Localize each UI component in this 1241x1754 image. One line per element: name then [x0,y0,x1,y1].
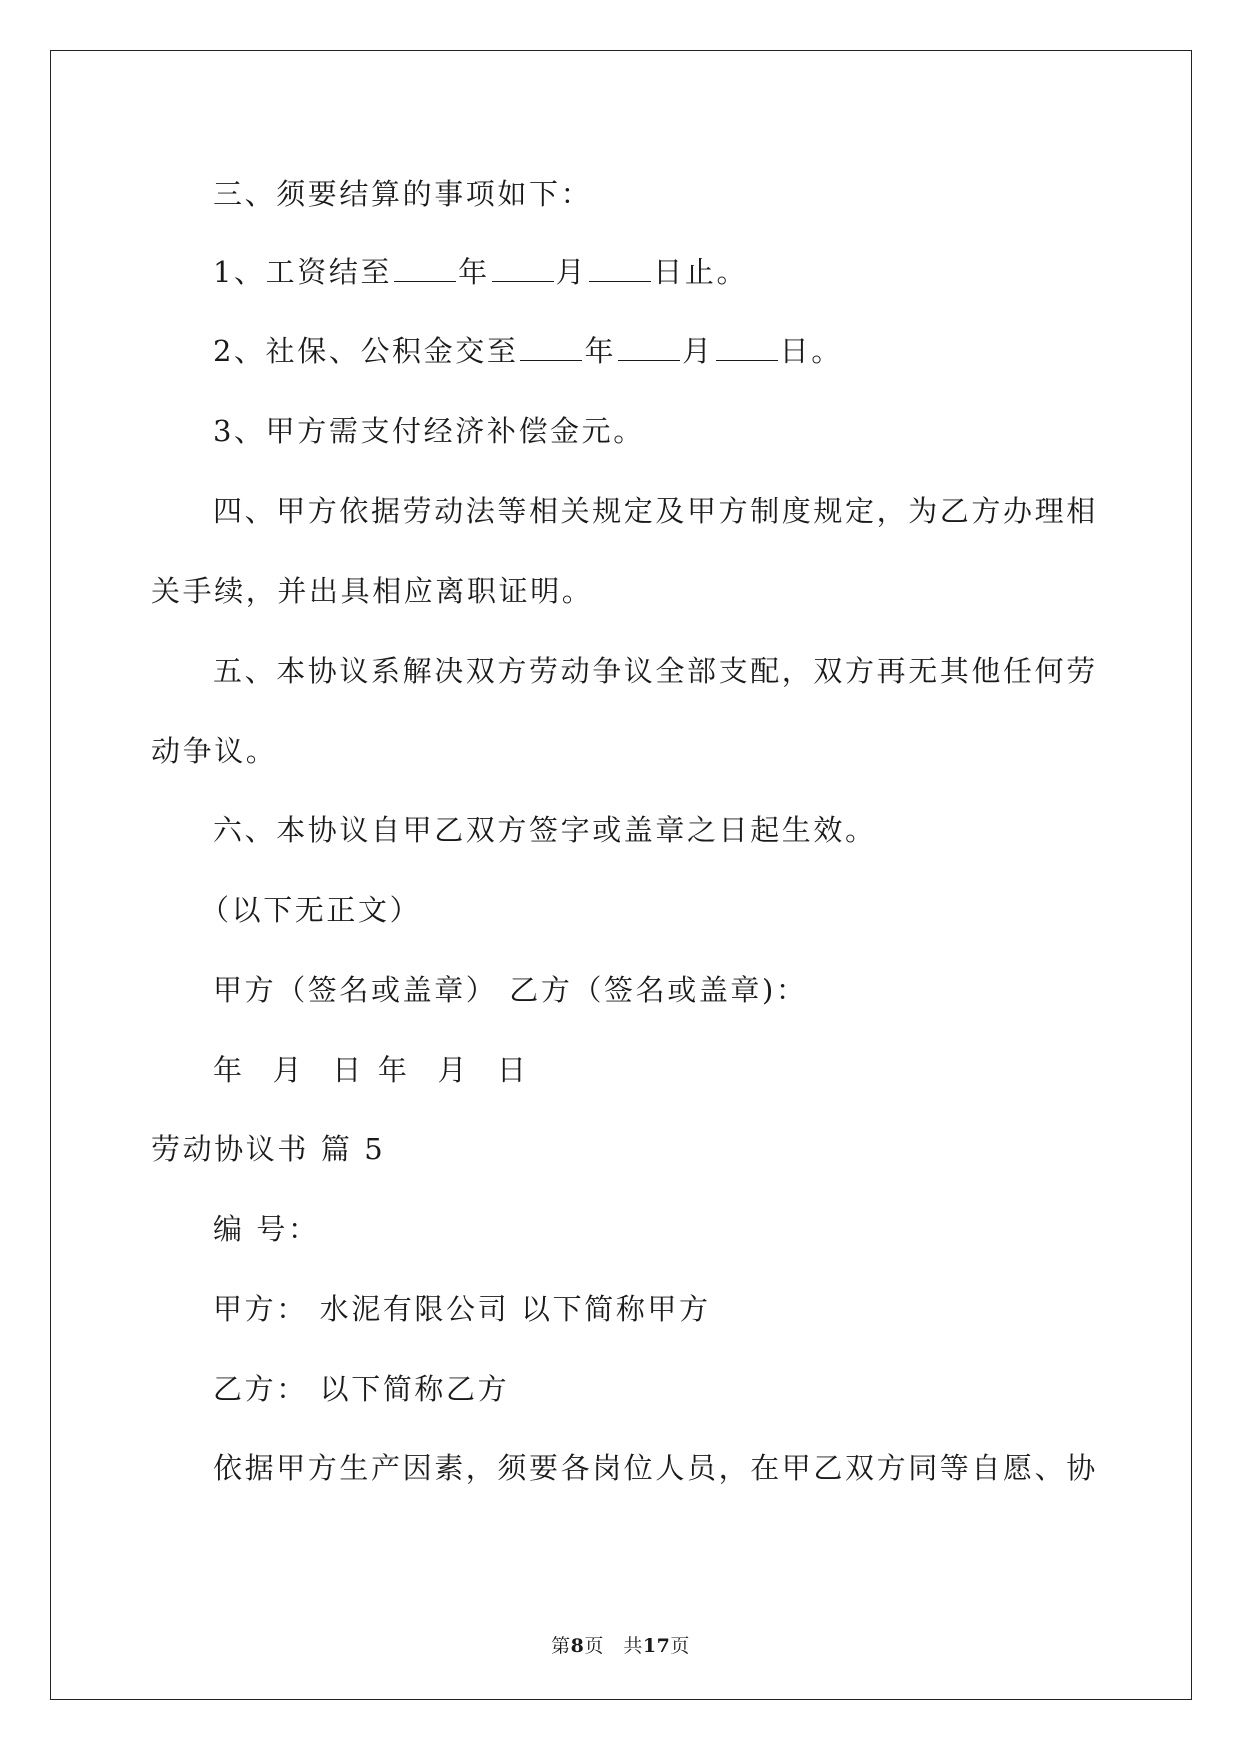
year-blank [520,334,582,361]
year-label: 年 [213,1053,245,1087]
year-label: 年 [584,334,617,368]
year-blank [394,255,456,282]
page-footer [0,1631,1241,1658]
month-label: 月 [272,1053,305,1087]
clause-5-line-1: 五、本协议系解决双方劳动争议全部支配，双方再无其他任何劳 [213,654,1098,688]
clause-3-heading: 三、须要结算的事项如下： [213,177,593,211]
year-label: 年 [377,1053,410,1087]
doc-number-label: 编 号： [213,1212,320,1246]
clause-3-item-3: 3、甲方需支付经济补偿金元。 [213,414,645,448]
clause-5-line-2: 动争议。 [151,734,278,768]
month-label: 月 [437,1053,470,1087]
section-title: 劳动协议书 篇 5 [151,1132,386,1166]
month-label: 月 [555,255,588,289]
page-total: 17 [642,1635,671,1657]
item-1-text: 1、工资结至 [213,255,393,289]
clause-6: 六、本协议自甲乙双方签字或盖章之日起生效。 [213,813,877,847]
day-label: 日 [332,1053,364,1087]
clause-3-item-1 [213,255,748,289]
day-label: 日 [497,1053,529,1087]
page-mid: 页 共 [584,1635,643,1657]
page-number: 8 [570,1635,585,1657]
page-suffix: 页 [670,1635,690,1657]
day-blank [716,334,778,361]
party-a-line: 甲方： 水泥有限公司 以下简称甲方 [213,1292,711,1326]
signature-line: 甲方（签名或盖章） 乙方（签名或盖章)： [213,973,808,1007]
day-label: 日止。 [653,255,749,289]
month-blank [618,334,680,361]
day-label: 日。 [779,334,843,368]
day-blank [589,255,651,282]
clause-4-line-1: 四、甲方依据劳动法等相关规定及甲方制度规定，为乙方办理相 [213,494,1098,528]
preamble-line: 依据甲方生产因素，须要各岗位人员，在甲乙双方同等自愿、协 [213,1451,1098,1485]
clause-4-line-2: 关手续，并出具相应离职证明。 [151,574,594,608]
party-b-line: 乙方： 以下简称乙方 [213,1372,510,1406]
page-prefix: 第 [551,1635,571,1657]
clause-3-item-2 [213,334,843,368]
date-line [213,1053,529,1087]
month-blank [492,255,554,282]
no-more-text-note: （以下无正文） [200,893,422,927]
item-2-text: 2、社保、公积金交至 [213,334,519,368]
year-label: 年 [458,255,490,289]
month-label: 月 [682,334,714,368]
